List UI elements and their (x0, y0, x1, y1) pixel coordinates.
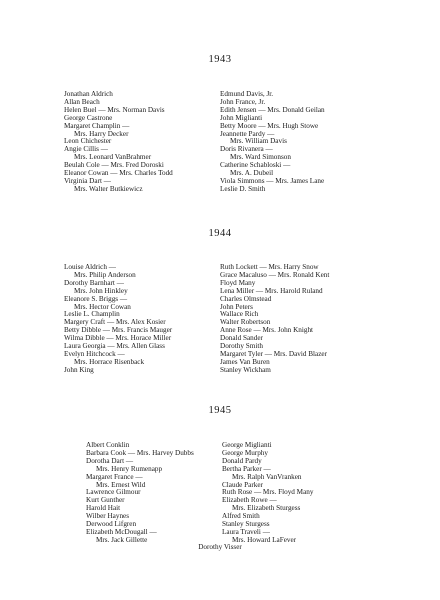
name-entry: George Miglianti (222, 441, 272, 449)
name-entry: Anne Rose — Mrs. John Knight (220, 326, 314, 335)
name-entry: Mrs. Elizabeth Sturgess (232, 504, 301, 513)
name-entry: Mrs. Ralph VanVranken (232, 472, 302, 481)
left-column (64, 264, 172, 375)
name-entry: Ruth Rose — Mrs. Floyd Many (222, 488, 314, 497)
name-entry: Mrs. John Hinkley (74, 286, 128, 295)
name-entry: John Miglianti (220, 113, 263, 122)
name-entry: Wilma Dibble — Mrs. Horace Miller (64, 334, 172, 343)
name-entry: Mrs. Walter Butkiewicz (74, 184, 143, 193)
name-entry: Edith Jensen — Mrs. Donald Geilan (220, 105, 325, 114)
name-entry: Mrs. Howard LaFever (232, 535, 297, 544)
left-column (64, 91, 173, 194)
name-entry: Margery Craft — Mrs. Alex Kosier (64, 318, 166, 327)
name-entry: Donald Sander (220, 334, 263, 343)
name-entry: Angie Cillis — (64, 145, 108, 154)
name-entry: Viola Simmons — Mrs. James Lane (220, 176, 325, 185)
name-entry: Betty Moore — Mrs. Hugh Stowe (220, 121, 319, 130)
name-entry: Grace Macaluso — Mrs. Ronald Kent (220, 270, 330, 279)
name-entry: Mrs. Ernest Wild (96, 480, 146, 489)
year-heading-1944: 1944 (208, 228, 232, 239)
right-column (220, 91, 325, 194)
name-entry: Dorothy Barnhart — (64, 278, 124, 287)
name-entry: George Castrone (64, 113, 113, 122)
right-column (220, 264, 329, 375)
name-entry: Wilber Haynes (86, 512, 130, 521)
name-entry: Louise Aldrich — (64, 263, 116, 271)
name-entry: Allan Beach (64, 97, 100, 106)
name-entry: Helen Buel — Mrs. Norman Davis (64, 105, 165, 114)
name-entry: Doris Rivanera — (220, 145, 273, 154)
year-heading-1945: 1945 (208, 405, 232, 416)
name-entry: John France, Jr. (220, 97, 266, 106)
year-heading-1943: 1943 (208, 54, 232, 65)
name-entry: George Murphy (222, 448, 268, 457)
name-entry: Alfred Smith (222, 512, 260, 521)
left-column (86, 442, 194, 545)
name-entry: Floyd Many (220, 278, 256, 287)
name-entry: John King (64, 365, 94, 374)
name-entry: Margaret France — (86, 472, 143, 481)
name-entry: Margaret Tyler — Mrs. David Blazer (220, 349, 328, 358)
name-entry: Eleanor Cowan — Mrs. Charles Todd (64, 169, 173, 178)
name-entry: Wallace Rich (220, 310, 259, 319)
name-entry: Jeannette Pardy — (220, 129, 275, 138)
name-entry: Mrs. Henry Rumenapp (96, 464, 163, 473)
name-entry: Stanley Wickham (220, 365, 271, 374)
name-entry: Walter Robertson (220, 318, 271, 327)
name-entry: Derwood Lifgren (86, 520, 137, 529)
name-entry: Mrs. Horrace Risenback (74, 357, 145, 366)
name-entry: Kurt Gunther (86, 496, 125, 505)
name-entry: Ruth Lockett — Mrs. Harry Snow (220, 263, 319, 271)
name-entry: Dorotha Dart — (86, 456, 134, 465)
name-entry: Dorothy Smith (220, 342, 263, 351)
name-entry: Catherine Schabloski — (220, 161, 291, 170)
name-entry: Mrs. Leonard VanBrahmer (74, 153, 152, 162)
name-entry: Mrs. Hector Cowan (74, 302, 131, 311)
name-entry: James Van Buren (220, 357, 270, 366)
name-entry: Harold Hait (86, 504, 121, 513)
name-entry: Elizabeth McDougall — (86, 527, 157, 536)
name-entry: Mrs. William Davis (230, 137, 287, 146)
name-entry: Mrs. Philip Anderson (74, 270, 136, 279)
name-entry: Betty Dibble — Mrs. Francis Mauger (64, 326, 173, 335)
name-entry: Jonathan Aldrich (64, 90, 113, 98)
name-entry: Stanley Sturgess (222, 520, 270, 529)
name-entry: Mrs. A. Dubeil (230, 169, 274, 178)
name-entry: Leon Chichester (64, 137, 112, 146)
name-entry: Lena Miller — Mrs. Harold Ruland (220, 286, 323, 295)
name-entry: Donald Pardy (222, 456, 262, 465)
name-entry: Charles Olmstead (220, 294, 272, 303)
name-entry: Mrs. Harry Decker (74, 129, 129, 138)
center-name: Dorothy Visser (198, 543, 242, 551)
name-entry: Albert Conklin (86, 441, 130, 449)
name-entry: John Peters (220, 302, 253, 311)
name-entry: Margaret Champlin — (64, 121, 130, 130)
name-entry: Virginia Dart — (64, 176, 111, 185)
name-entry: Beulah Cole — Mrs. Fred Doroski (64, 161, 164, 170)
name-entry: Eleanore S. Briggs — (64, 294, 128, 303)
name-entry: Laura Traveli — (222, 527, 270, 536)
name-entry: Lawrence Gilmour (86, 488, 141, 497)
name-entry: Laura Georgia — Mrs. Allen Glass (64, 342, 165, 351)
name-entry: Elizabeth Rowe — (222, 496, 277, 505)
name-entry: Bertha Parker — (222, 464, 271, 473)
right-column (222, 442, 313, 545)
name-entry: Mrs. Ward Simonson (230, 153, 291, 162)
name-entry: Edmund Davis, Jr. (220, 90, 274, 98)
name-entry: Leslie D. Smith (220, 184, 266, 193)
name-entry: Mrs. Jack Gillette (96, 535, 148, 544)
name-entry: Claude Parker (222, 480, 263, 489)
name-entry: Barbara Cook — Mrs. Harvey Dubbs (86, 448, 194, 457)
name-entry: Evelyn Hitchcock — (64, 349, 125, 358)
name-entry: Leslie L. Champlin (64, 310, 120, 319)
